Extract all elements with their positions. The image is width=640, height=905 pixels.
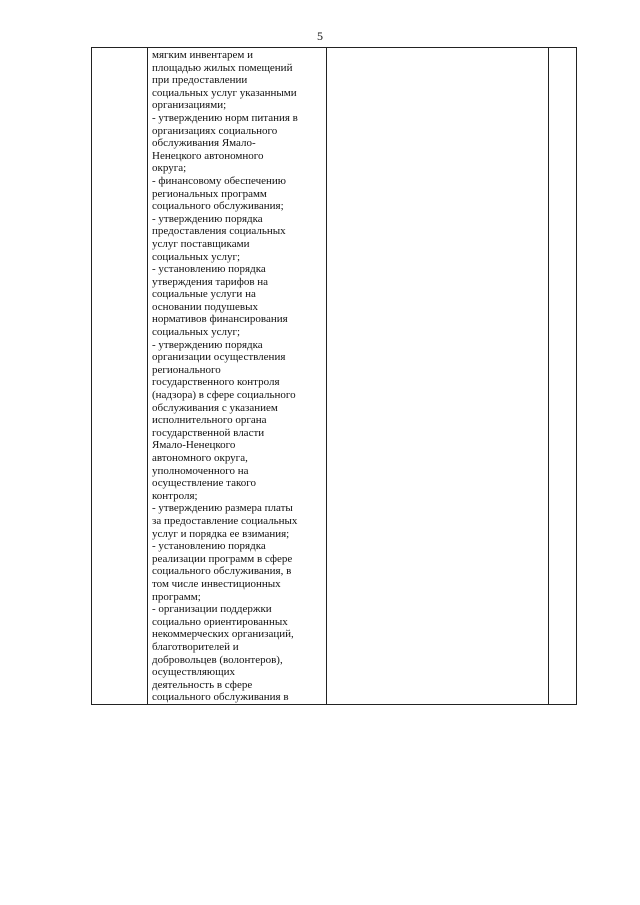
document-table: [91, 47, 577, 705]
text-line: за предоставление социальных: [152, 514, 298, 527]
text-line: деятельность в сфере: [152, 678, 253, 691]
text-line: социально ориентированных: [152, 615, 288, 628]
text-line: организациями;: [152, 99, 227, 112]
text-line: основании подушевых: [152, 300, 258, 313]
text-line: исполнительного органа: [152, 414, 267, 427]
text-line: добровольцев (волонтеров),: [152, 653, 283, 666]
table-cell-4: [549, 48, 577, 705]
text-line: социального обслуживания;: [152, 200, 284, 213]
text-line: социальные услуги на: [152, 288, 256, 301]
text-line: - установлению порядка: [152, 540, 266, 553]
text-line: площадью жилых помещений: [152, 61, 293, 74]
text-line: - утверждению порядка: [152, 338, 263, 351]
text-line: услуг и порядка ее взимания;: [152, 527, 290, 540]
text-line: - утверждению размера платы: [152, 502, 293, 515]
table-cell-3: [327, 48, 549, 705]
text-line: социальных услуг указанными: [152, 86, 297, 99]
text-line: утверждения тарифов на: [152, 275, 269, 288]
text-line: регионального: [152, 363, 221, 376]
text-line: - финансовому обеспечению: [152, 174, 286, 187]
page-number: 5: [317, 29, 323, 43]
text-line: благотворителей и: [152, 640, 239, 653]
text-line: автономного округа,: [152, 452, 248, 464]
text-line: (надзора) в сфере социального: [152, 389, 296, 402]
text-line: социального обслуживания, в: [152, 565, 292, 578]
text-line: при предоставлении: [152, 74, 248, 87]
text-line: осуществление такого: [152, 477, 257, 490]
text-line: обслуживания Ямало-: [152, 137, 256, 150]
text-line: некоммерческих организаций,: [152, 628, 294, 641]
text-line: услуг поставщиками: [152, 237, 250, 250]
text-line: уполномоченного на: [152, 464, 249, 477]
text-line: программ;: [152, 590, 201, 603]
text-line: - установлению порядка: [152, 263, 266, 276]
table-row: [92, 48, 577, 705]
text-line: государственного контроля: [152, 376, 280, 389]
text-line: нормативов финансирования: [152, 313, 288, 326]
cell-text-block: [148, 48, 326, 704]
text-line: осуществляющих: [152, 666, 235, 679]
text-line: обслуживания с указанием: [152, 401, 278, 414]
text-line: организациях социального: [152, 124, 278, 137]
text-line: социальных услуг;: [152, 326, 241, 339]
table-cell-1: [92, 48, 148, 705]
text-line: мягким инвентарем и: [152, 49, 253, 61]
text-line: контроля;: [152, 489, 198, 502]
text-line: социального обслуживания в: [152, 691, 289, 704]
text-line: государственной власти: [152, 426, 265, 439]
text-line: региональных программ: [152, 187, 267, 200]
text-line: предоставления социальных: [152, 225, 286, 238]
text-line: округа;: [152, 162, 187, 175]
text-line: Ненецкого автономного: [152, 149, 264, 162]
text-line: - утверждению порядка: [152, 212, 263, 225]
table-cell-2-text: [148, 48, 327, 705]
text-line: организации осуществления: [152, 351, 286, 364]
text-line: Ямало-Ненецкого: [152, 439, 236, 452]
text-line: реализации программ в сфере: [152, 552, 293, 565]
text-line: социальных услуг;: [152, 250, 241, 263]
text-line: - организации поддержки: [152, 603, 272, 616]
text-line: том числе инвестиционных: [152, 577, 281, 590]
text-line: - утверждению норм питания в: [152, 111, 298, 124]
